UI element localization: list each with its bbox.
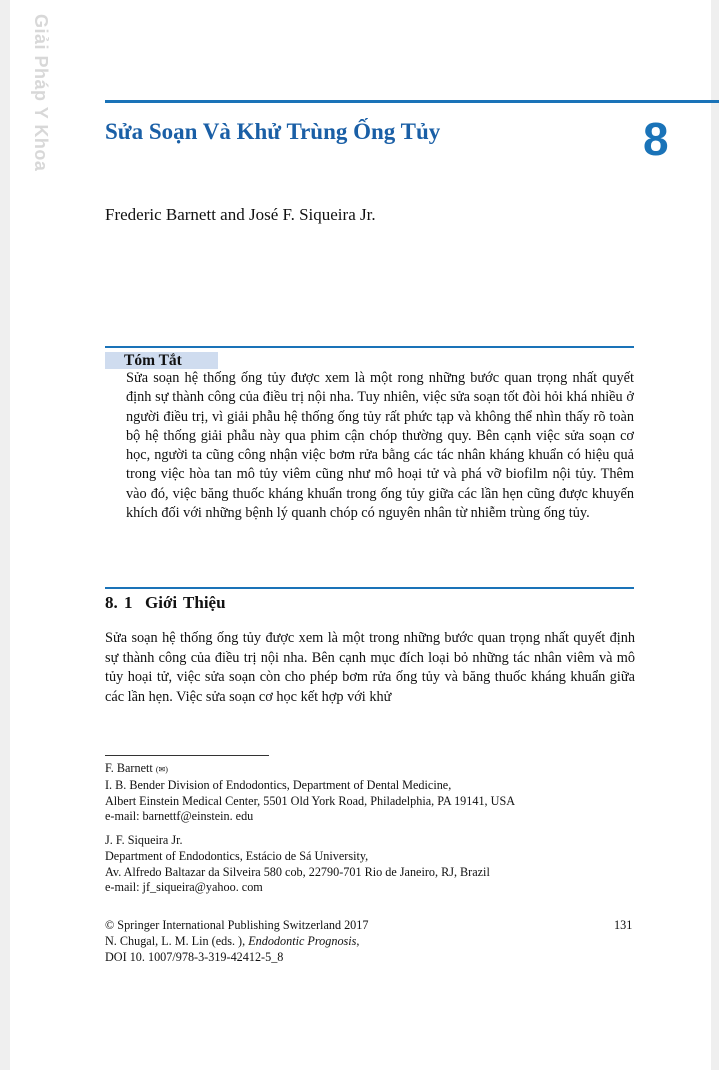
- book-title: Endodontic Prognosis: [248, 933, 357, 948]
- section-title: Giới Thiệu: [145, 593, 226, 612]
- author-name: F. Barnett: [105, 761, 153, 775]
- footnote-rule: [105, 755, 269, 756]
- abstract-label-box: [105, 352, 218, 369]
- affiliation-line: I. B. Bender Division of Endodontics, Department of Dental Medicine,: [105, 777, 452, 792]
- copyright-block: [105, 918, 368, 965]
- affiliation-barnett: [105, 761, 515, 825]
- affiliation-line: Av. Alfredo Baltazar da Silveira 580 cob, 22790-701 Rio de Janeiro, RJ, Brazil: [105, 864, 490, 879]
- header-rule: [105, 100, 719, 103]
- citation-line: [105, 934, 368, 950]
- citation-editors: N. Chugal, L. M. Lin (eds. ),: [105, 933, 249, 948]
- section-number: 8. 1: [105, 593, 133, 612]
- watermark: Giải Pháp Y Khoa: [31, 14, 51, 172]
- section-body: Sửa soạn hệ thống ống tủy được xem là một trong những bước quan trọng nhất quyết định sự thành công của điều trị nội nha. Bên cạnh mục đích loại bỏ những tác nhân viêm và mô tủy hoại tử, việc sửa soạn còn cho phép bơm rửa ống tủy và băng thuốc kháng khuẩn giữa các lần hẹn. Việc sửa soạn cơ học kết hợp với khử: [105, 630, 635, 705]
- abstract-text: Sửa soạn hệ thống ống tủy được xem là một rong những bước quan trọng nhất quyết định sự thành công của điều trị nội nha. Tuy nhiên, việc sửa soạn tốt đòi hỏi khá nhiều ở người điều trị, vì giải phẫu hệ thống ống tủy rất phức tạp và không thể nhìn thấy rõ toàn bộ hệ thống giải phẫu này qua phim cận chóp thường quy. Bên cạnh việc sửa soạn cơ học, người ta cũng công nhận việc bơm rửa bằng các tác nhân kháng khuẩn có hiệu quả trong việc hòa tan mô tủy viêm cũng như mô hoại tử và phá vỡ biofilm nội tủy. Thêm vào đó, việc băng thuốc kháng khuẩn trong ống tủy giữa các lần hẹn cũng được khuyến khích đối với những bệnh lý quanh chóp có nguyên nhân từ nhiễm trùng ống tủy.: [126, 370, 634, 522]
- author-name: J. F. Siqueira Jr.: [105, 833, 183, 847]
- document-page: [10, 0, 711, 1070]
- copyright-line: © Springer International Publishing Switzerland 2017: [105, 918, 369, 932]
- email-link[interactable]: e-mail: barnettf@einstein. edu: [105, 809, 254, 824]
- citation-suffix: ,: [356, 933, 360, 948]
- chapter-number: 8: [643, 113, 669, 165]
- authors: Frederic Barnett and José F. Siqueira Jr.: [105, 205, 376, 224]
- page-number: 131: [614, 918, 633, 932]
- email-link[interactable]: e-mail: jf_siqueira@yahoo. com: [105, 880, 263, 895]
- abstract-label: Tóm Tắt: [124, 352, 182, 369]
- section-heading: [105, 593, 226, 613]
- doi-line[interactable]: DOI 10. 1007/978-3-319-42412-5_8: [105, 949, 284, 964]
- affiliation-siqueira: [105, 833, 490, 896]
- chapter-title: Sửa Soạn Và Khử Trùng Ống Tủy: [105, 119, 441, 144]
- affiliation-line: Albert Einstein Medical Center, 5501 Old York Road, Philadelphia, PA 19141, USA: [105, 793, 516, 808]
- abstract-rule: [105, 346, 634, 348]
- corresponding-mark: (✉): [155, 765, 168, 774]
- section-rule: [105, 587, 634, 589]
- affiliation-line: Department of Endodontics, Estácio de Sá University,: [105, 848, 369, 863]
